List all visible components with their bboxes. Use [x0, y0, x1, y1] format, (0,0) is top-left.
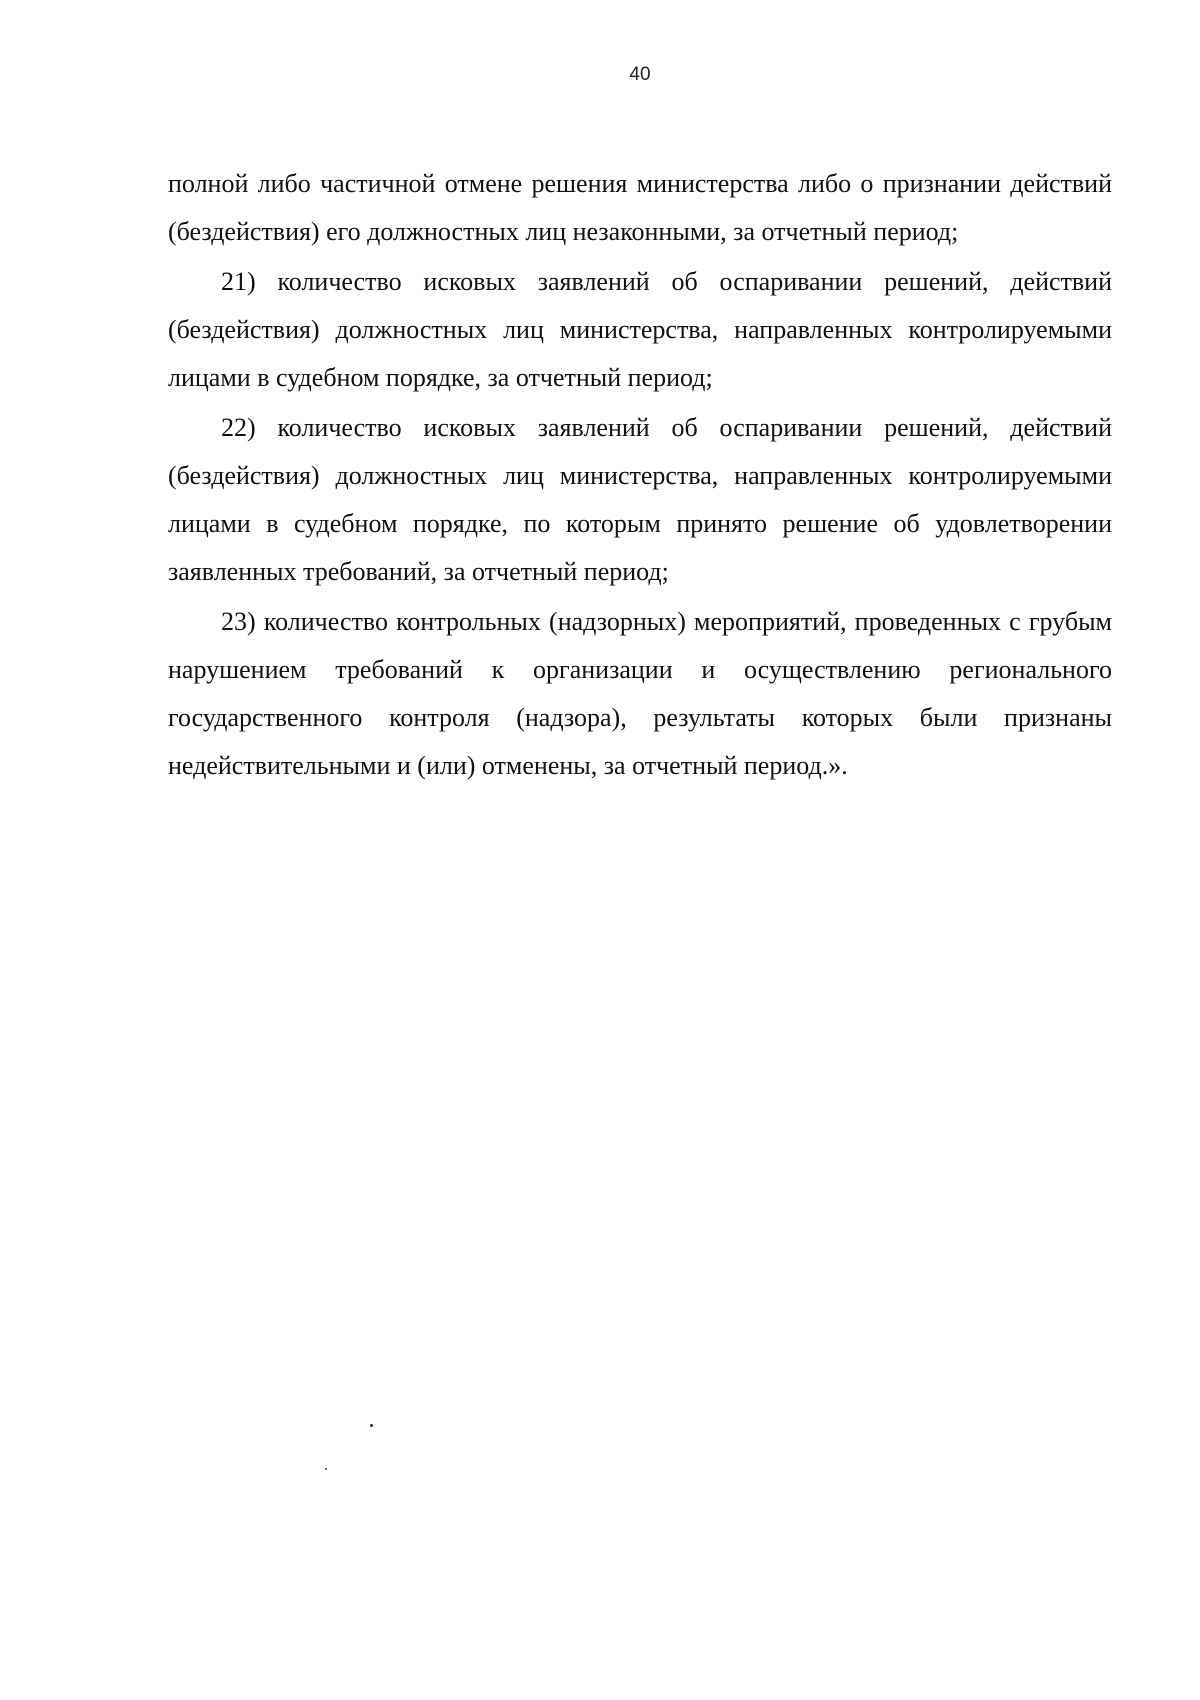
scan-speck — [325, 1468, 327, 1470]
document-body — [168, 160, 1112, 790]
list-item-23: 23) количество контрольных (надзорных) мероприятий, проведенных с грубым нарушением требований к организации и осуществлению регионального государственного контроля (надзора), результаты которых были признаны недействительными и (или) отменены, за отчетный период.». — [168, 607, 1112, 780]
list-item-21: 21) количество исковых заявлений об оспаривании решений, действий (бездействия) должностных лиц министерства, направленных контролируемыми лицами в судебном порядке, за отчетный период; — [168, 267, 1112, 392]
page-number: 40 — [629, 64, 651, 85]
list-item-22: 22) количество исковых заявлений об оспаривании решений, действий (бездействия) должностных лиц министерства, направленных контролируемыми лицами в судебном порядке, по которым принято решение об удовлетворении заявленных требований, за отчетный период; — [168, 413, 1112, 586]
scan-speck — [370, 1424, 373, 1427]
paragraph-continuation: полной либо частичной отмене решения министерства либо о признании действий (бездействия) его должностных лиц незаконными, за отчетный период; — [168, 169, 1112, 246]
